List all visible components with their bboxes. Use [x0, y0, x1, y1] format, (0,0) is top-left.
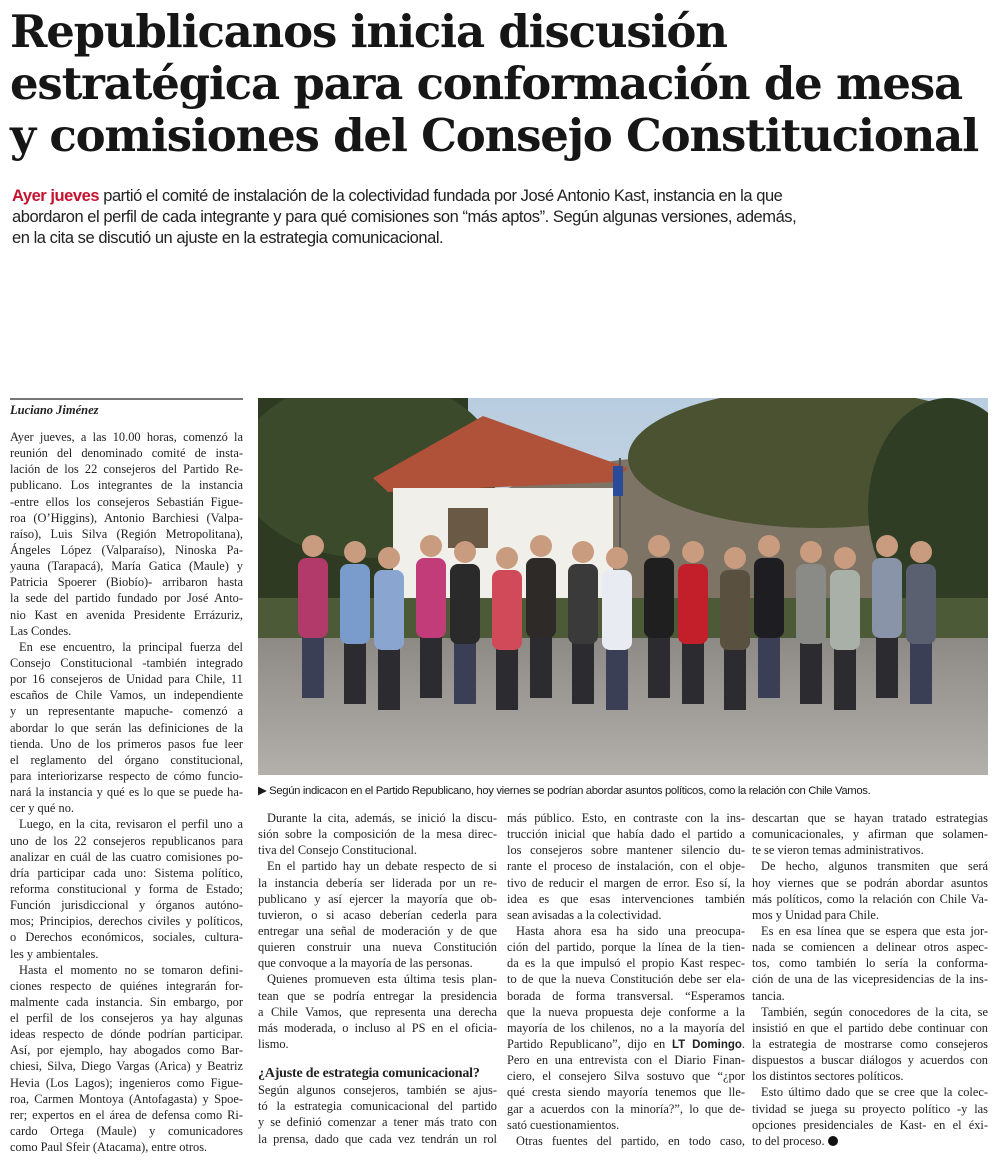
- person: [834, 547, 856, 569]
- person: [378, 645, 400, 710]
- text-line: lación de los 22 consejeros del Partido Re-: [10, 462, 243, 477]
- text-line: reunión del denominado comité de insta-: [10, 446, 243, 461]
- text-line: Otras fuentes del partido, en todo caso,: [516, 1133, 745, 1148]
- person: [344, 541, 366, 563]
- person: [572, 541, 594, 563]
- text-line: dría participar cada uno: Sistema político,: [10, 865, 243, 880]
- headline: [10, 6, 995, 162]
- text-line: los distintos sectores políticos.: [752, 1069, 904, 1084]
- person: [682, 541, 704, 563]
- person: [758, 535, 780, 557]
- headline-line: estratégica para conformación de mesa: [10, 57, 962, 110]
- text-line: tean que se podría entregar la presidencia: [258, 988, 497, 1003]
- text-line: a Chile Vamos, que representa una derecha: [258, 1004, 497, 1019]
- byline: Luciano Jiménez: [10, 398, 243, 418]
- person: [724, 547, 746, 569]
- text-line: Ayer jueves, a las 10.00 horas, comenzó la: [10, 430, 243, 444]
- text-line: yauna (Tarapacá), María Gatica (Maule) y: [10, 559, 243, 574]
- photo-caption: [258, 784, 998, 797]
- text-line: De hecho, algunos transmiten que será: [761, 859, 988, 874]
- person: [796, 564, 826, 644]
- text-line: [507, 1036, 745, 1052]
- person: [678, 564, 708, 644]
- person: [378, 547, 400, 569]
- text-line: abordar lo que serán las definiciones de la: [10, 720, 243, 735]
- caption-marker-icon: ▶: [258, 785, 267, 797]
- person: [416, 558, 446, 638]
- text-line: como Paul Sfeir (Atacama), entre otros.: [10, 1140, 208, 1155]
- text-line: que la nueva propuesta deje conforme a la: [507, 1004, 745, 1019]
- text-line: Patricia Spoerer (Biobío)- arribaron hasta: [10, 575, 243, 590]
- person: [530, 633, 552, 698]
- text-line: nio Kast en avenida Presidente Errázuriz,: [10, 607, 243, 622]
- person: [606, 547, 628, 569]
- text-line: cer y qué no.: [10, 801, 74, 816]
- text-line: mayoría de los chilenos, no a la mayoría del: [507, 1020, 745, 1035]
- text-line: to de que la nueva Constitución debe ser ela-: [507, 972, 745, 987]
- deck-text: partió el comité de instalación de la colectividad fundada por José Antonio Kast, instancia en la que: [99, 187, 783, 205]
- deck-text: abordaron el perfil de cada integrante y para qué comisiones son “más aptos”. Según algunas versiones, además,: [12, 208, 797, 226]
- article-column-3: [507, 810, 745, 1149]
- person: [724, 645, 746, 710]
- person: [572, 639, 594, 704]
- article-column-2: [258, 810, 497, 1147]
- person: [800, 639, 822, 704]
- person: [648, 633, 670, 698]
- person: [606, 645, 628, 710]
- text-line: más moderada, o incluso al PS en el oficia-: [258, 1020, 497, 1035]
- person: [910, 541, 932, 563]
- person: [910, 639, 932, 704]
- text-line: Hasta ahora esa ha sido una preocupa-: [516, 923, 745, 938]
- text-line: tivo de reducir el margen de error. Eso sí, la: [507, 875, 745, 890]
- text-line: En ese encuentro, la principal fuerza del: [19, 639, 243, 654]
- person: [420, 633, 442, 698]
- article-deck: [12, 186, 912, 249]
- person: [340, 564, 370, 644]
- deck-lead: Ayer jueves: [12, 187, 100, 205]
- text-line: roa, Carmen Montoya (Antofagasta) y Spoe-: [10, 1091, 243, 1106]
- text-line: quieren construir una nueva Constitución: [258, 940, 497, 955]
- text-line: mos y Unidad para Chile.: [752, 907, 879, 922]
- text-line: Luego, en la cita, revisaron el perfil uno a: [19, 817, 243, 832]
- text-line: qué cresta siendo mayoría tenemos que lle-: [507, 1085, 745, 1100]
- text-line: nada se comiencen a delinear otros aspec-: [752, 940, 988, 955]
- person: [876, 633, 898, 698]
- text-line: Es en esa línea que se espera que esta jor-: [761, 923, 988, 938]
- person: [830, 570, 860, 650]
- text-line: más políticos, como la relación con Chile Va-: [752, 891, 988, 906]
- text-line: rer; expertos en el área de defensa como Ri-: [10, 1107, 243, 1122]
- text-line: tos, como también lo sería la conforma-: [752, 956, 988, 971]
- article-column-4: [752, 810, 988, 1149]
- text-line: da es la que impulsó el propio Kast respec-: [507, 956, 745, 971]
- text-line: nará la instancia y qué es lo que se puede ha-: [10, 785, 243, 800]
- text-line: tó la estrategia comunicacional del partido: [258, 1099, 497, 1114]
- text-line: roa (O’Higgins), Antonio Barchiesi (Valpa-: [10, 510, 243, 525]
- text-line: Quienes promueven esta última tesis plan-: [267, 972, 497, 987]
- text-line: También, según conocedores de la cita, se: [761, 1004, 988, 1019]
- person: [298, 558, 328, 638]
- person: [492, 570, 522, 650]
- person: [876, 535, 898, 557]
- text-line: tienda. Uno de los primeros pasos fue leer: [10, 736, 243, 751]
- text-line: les y ambientales.: [10, 946, 99, 961]
- text-line: borada de forma transversal. “Esperamos: [507, 988, 745, 1003]
- text-line: uno de los 22 consejeros republicanos para: [10, 833, 243, 848]
- text-line: En el partido hay un debate respecto de si: [267, 859, 497, 874]
- text-line: para interiorizarse respecto de cómo funcio-: [10, 768, 243, 783]
- text-line: ciones respecto de quiénes integrarán for-: [10, 978, 243, 993]
- text-line: Función jurisdiccional y órganos autóno-: [10, 898, 243, 913]
- person: [720, 570, 750, 650]
- text-line: el perfil de los consejeros ya hay algunas: [10, 1011, 243, 1026]
- person: [758, 633, 780, 698]
- group-photo: [258, 398, 988, 775]
- text-line: analizar en cuál de las cuatro comisiones po-: [10, 849, 243, 864]
- text-line: el reglamento del órgano constitucional,: [10, 752, 243, 767]
- person: [568, 564, 598, 644]
- text-line: Pero en una entrevista con el Diario Finan-: [507, 1053, 745, 1068]
- text-line: ciero, el consejero Silva sostuvo que “¿por: [507, 1069, 745, 1084]
- person: [344, 639, 366, 704]
- person: [906, 564, 936, 644]
- deck-text: en la cita se discutió un ajuste en la estrategia comunicacional.: [12, 229, 444, 247]
- subheading: ¿Ajuste de estrategia comunicacional?: [258, 1066, 480, 1082]
- headline-line: y comisiones del Consejo Constitucional: [10, 109, 979, 162]
- person: [530, 535, 552, 557]
- text-line: escaños de Chile Vamos, un independiente: [10, 688, 243, 703]
- person: [420, 535, 442, 557]
- text-line: malmente cada instancia. Sin embargo, por: [10, 994, 243, 1009]
- text-line: tividad se juega su proyecto político -y las: [752, 1101, 988, 1116]
- text-line: más público. Esto, en contraste con la ins-: [507, 811, 745, 825]
- text-line: ideas respecto de dónde podrían participar.: [10, 1027, 243, 1042]
- text-line: descartan que se hayan tratado estrategias: [752, 811, 988, 825]
- text-line: mos; Principios, derechos civiles y políticos,: [10, 914, 243, 929]
- text-line: ción del partido, porque la línea de la tien-: [507, 940, 745, 955]
- person: [602, 570, 632, 650]
- text-line: tiva del Consejo Constitucional.: [258, 843, 417, 858]
- person: [374, 570, 404, 650]
- text-line: opciones presidenciales de Kast- en el éxi-: [752, 1117, 988, 1132]
- text-line: ción de una de las vicepresidencias de la ins-: [752, 972, 988, 987]
- person: [496, 645, 518, 710]
- text-line: hoy viernes que se podrán abordar asuntos: [752, 875, 988, 890]
- text-line: Según algunos consejeros, también se ajus-: [258, 1083, 497, 1098]
- text-line: o Derechos económicos, sociales, cultura-: [10, 930, 243, 945]
- text-line: reforma constitucional y forma de Estado;: [10, 881, 243, 896]
- text-line: insistió en que el partido debe continuar con: [752, 1020, 988, 1035]
- text-line: Hevia (Los Lagos); ingenieros como Figue-: [10, 1075, 243, 1090]
- text-line: Las Condes.: [10, 623, 72, 638]
- person: [648, 535, 670, 557]
- text-line: Así, por ejemplo, hay abogados como Bar-: [10, 1043, 243, 1058]
- caption-text: Según indicacon en el Partido Republicano, hoy viernes se podrían abordar asuntos políticos, como la relación con Chile Vamos.: [269, 785, 871, 797]
- person: [450, 564, 480, 644]
- person: [682, 639, 704, 704]
- person: [496, 547, 518, 569]
- text-line: entregar una señal de moderación y de que: [258, 923, 497, 938]
- person: [454, 541, 476, 563]
- text-line: la sede del partido fundado por José Anto-: [10, 591, 243, 606]
- text-line: to del proceso.: [752, 1133, 988, 1149]
- text-segment: .: [741, 1036, 745, 1051]
- text-line: idea es que esas intervenciones también: [507, 891, 745, 906]
- text-line: te se vieron temas administrativos.: [752, 843, 924, 858]
- text-line: comunicacionales, y afirman que solamen-: [752, 827, 988, 842]
- text-line: sató cuestionamientos.: [507, 1117, 620, 1132]
- text-line: por 16 consejeros de Unidad para Chile, 11: [10, 672, 243, 687]
- person: [644, 558, 674, 638]
- text-line: dispuestos a buscar diálogos y acuerdos con: [752, 1053, 988, 1068]
- text-line: que convoque a la mayoría de las personas.: [258, 956, 473, 971]
- publication-name: LT Domingo: [672, 1038, 742, 1051]
- person: [302, 535, 324, 557]
- text-line: sión sobre la composición de la mesa direc-: [258, 827, 497, 842]
- text-line: lismo.: [258, 1036, 289, 1051]
- person: [526, 558, 556, 638]
- person: [754, 558, 784, 638]
- text-line: chiesi, Silva, Diego Vargas (Arica) y Beatriz: [10, 1059, 243, 1074]
- article-column-1: [10, 429, 243, 1155]
- text-line: los consejeros sobre mantener silencio du-: [507, 843, 745, 858]
- person: [872, 558, 902, 638]
- text-line: tancia.: [752, 988, 785, 1003]
- text-line: Esto último dado que se cree que la colec-: [761, 1085, 988, 1100]
- text-line: sean avisadas a la colectividad.: [507, 907, 662, 922]
- text-line: y se definió comenzar a tener más trato con: [258, 1115, 497, 1130]
- text-line: publicano. Los integrantes de la instancia: [10, 478, 243, 493]
- text-segment: Partido Republicano”, dijo en: [507, 1036, 673, 1051]
- text-line: la estrategia de mostrarse como consejeros: [752, 1036, 988, 1051]
- text-line: rante el proceso de instalación, con el obje-: [507, 859, 745, 874]
- text-line: la instancia debería ser liderada por un re-: [258, 875, 497, 890]
- end-mark-icon: [828, 1136, 838, 1146]
- text-line: -entre ellos los consejeros Sebastián Figue-: [10, 494, 243, 509]
- headline-line: Republicanos inicia discusión: [10, 5, 727, 58]
- text-line: gar a acuerdos con la minoría?”, lo que de-: [507, 1101, 745, 1116]
- person: [302, 633, 324, 698]
- text-line: Hasta el momento no se tomaron defini-: [19, 962, 243, 977]
- text-line: Durante la cita, además, se inició la discu-: [267, 811, 497, 825]
- text-line: raíso), Luis Silva (Región Metropolitana),: [10, 526, 243, 541]
- text-line: la prensa, dado que cada vez tendrán un rol: [258, 1131, 497, 1146]
- text-line: Ángeles López (Valparaíso), Ninoska Pa-: [10, 542, 243, 557]
- person: [834, 645, 856, 710]
- text-line: publicano y así ejercer la mayoría que ob-: [258, 891, 497, 906]
- text-line: y un representante mapuche- comenzó a: [10, 704, 243, 719]
- person: [800, 541, 822, 563]
- text-line: cardo Ortega (Maule) y comunicadores: [10, 1124, 243, 1139]
- person: [454, 639, 476, 704]
- text-line: Consejo Constitucional -también integrado: [10, 655, 243, 670]
- text-line: tuvieron, o si acaso deberían cederla para: [258, 907, 497, 922]
- text-line: trucción inicial que había dado el partido a: [507, 827, 745, 842]
